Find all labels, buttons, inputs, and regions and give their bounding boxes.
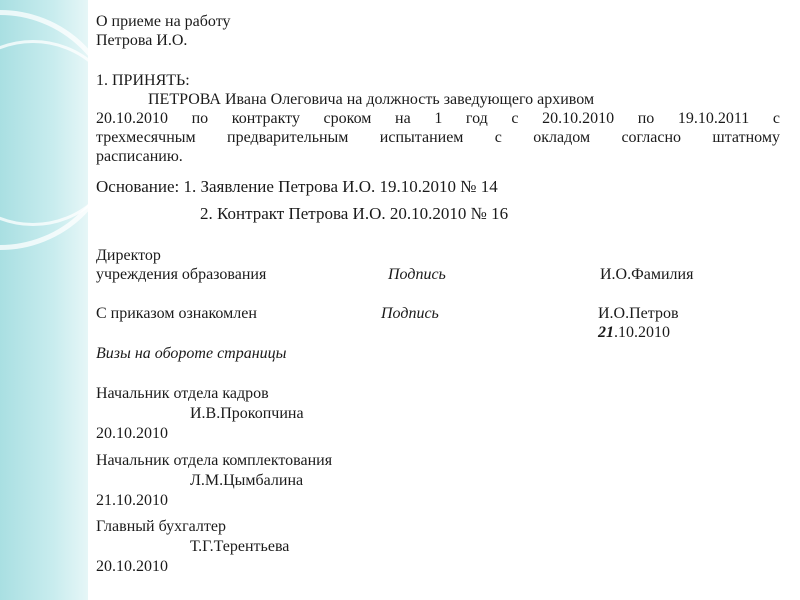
- acknowledged-name: И.О.Петров: [598, 305, 679, 322]
- acknowledged-date-rest: .10.2010: [614, 324, 670, 341]
- decorative-side-band: [0, 0, 88, 600]
- acknowledged-date-day: 21: [598, 324, 614, 341]
- acknowledged-label: С приказом ознакомлен: [96, 305, 257, 322]
- clause-title: 1. ПРИНЯТЬ:: [96, 72, 190, 89]
- acknowledged-signature: Подпись: [381, 305, 439, 322]
- visa-date: 20.10.2010: [96, 425, 168, 442]
- director-title: учреждения образования: [96, 266, 267, 283]
- header-subject: О приеме на работу: [96, 13, 231, 30]
- visa-date: 20.10.2010: [96, 558, 168, 575]
- acknowledged-date: [598, 323, 670, 342]
- order-text-line: расписанию.: [96, 148, 183, 165]
- director-title: Директор: [96, 247, 161, 264]
- basis-line: 2. Контракт Петрова И.О. 20.10.2010 № 16: [200, 204, 509, 223]
- visa-name: Л.М.Цымбалина: [190, 472, 304, 489]
- visas-note: Визы на обороте страницы: [96, 345, 287, 362]
- order-text-line: 20.10.2010 по контракту сроком на 1 год с 20.10.2010 по 19.10.2011 с: [96, 110, 780, 127]
- director-name: И.О.Фамилия: [600, 266, 694, 283]
- visa-date: 21.10.2010: [96, 492, 168, 509]
- header-person: Петрова И.О.: [96, 32, 188, 49]
- order-text-line: ПЕТРОВА Ивана Олеговича на должность заведующего архивом: [148, 91, 595, 108]
- visa-position: Главный бухгалтер: [96, 518, 226, 535]
- visa-position: Начальник отдела кадров: [96, 385, 269, 402]
- order-document: [88, 0, 800, 600]
- visa-name: Т.Г.Терентьева: [190, 538, 290, 555]
- director-signature: Подпись: [388, 266, 446, 283]
- visa-position: Начальник отдела комплектования: [96, 452, 333, 469]
- basis-line: Основание: 1. Заявление Петрова И.О. 19.10.2010 № 14: [96, 177, 498, 196]
- visa-name: И.В.Прокопчина: [190, 405, 304, 422]
- order-text-line: трехмесячным предварительным испытанием с окладом согласно штатному: [96, 129, 780, 146]
